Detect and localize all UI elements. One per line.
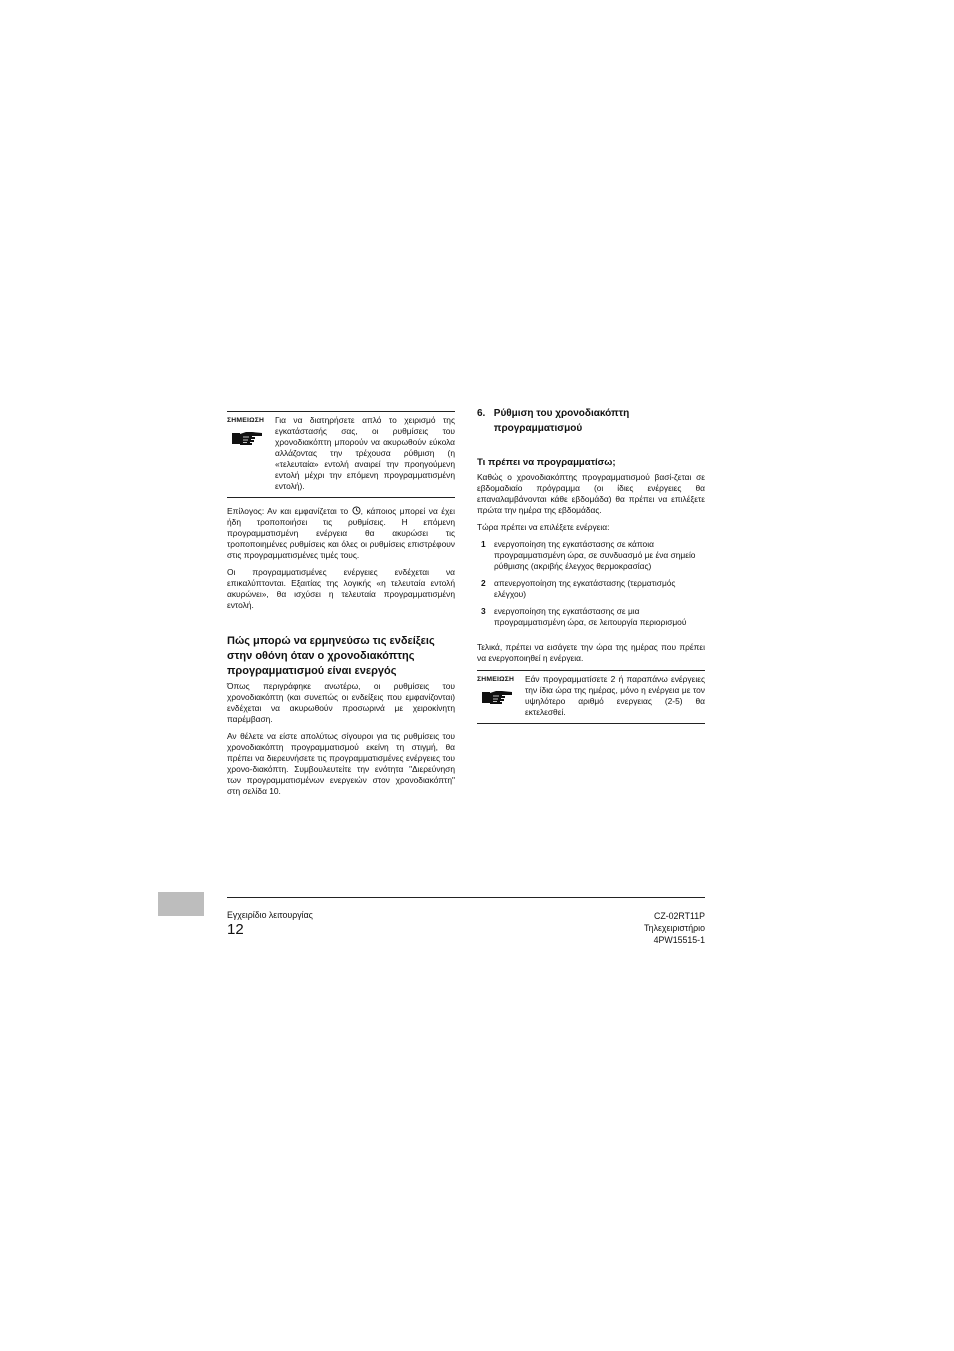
section-heading-interpret: Πώς μπορώ να ερμηνεύσω τις ενδείξεις στην οθόνη όταν ο χρονοδιακόπτης προγραμματισμού είναι ενεργός [227,635,435,677]
footer-device: Τηλεχειριστήριο [643,923,705,933]
list-text: απενεργοποίηση της εγκατάστασης (τερματισμός ελέγχου) [494,578,676,599]
subsection-heading: Τι πρέπει να προγραμματίσω; [477,457,616,468]
epilogue-text-before: Επίλογος: Αν και εμφανίζεται το [227,506,349,516]
epilogue-paragraph [227,506,455,561]
list-text: ενεργοποίηση της εγκατάστασης σε μια προγραμματισμένη ώρα, σε λειτουργία περιορισμού [494,606,687,627]
interpret-paragraph-2: Αν θέλετε να είστε απολύτως σίγουροι για τις ρυθμίσεις του χρονοδιακόπτη προγραμματισμού εκείνη τη στιγμή, θα πρέπει να διερευνήσετε τις προγραμματισμένες ενέργειες του χρονο-διακόπτη. Συμβουλευτείτε την ενότητα "Διερεύνηση των προγραμματισμένων ενεργειών στον χρονοδιακόπτη" στη σελίδα 10. [227,731,455,796]
page-tab-marker [158,892,204,916]
right-column [477,406,705,724]
note-text: Για να διατηρήσετε απλό το χειρισμό της εγκατάστασής σας, οι ρυθμίσεις του χρονοδιακόπτη μπορούν να ακυρωθούν εύκολα αλλάζοντας την τρέχουσα ρύθμιση (η «τελευταία» εντολή αναιρεί την προηγούμενη εντολή μέχρι την επόμενη προγραμματισμένη εντολή). [275,415,455,491]
list-item [477,539,705,572]
choose-action-paragraph: Τώρα πρέπει να επιλέξετε ενέργεια: [477,522,610,532]
footer-manual-title: Εγχειρίδιο λειτουργίας [227,910,313,920]
page-number: 12 [227,921,244,938]
note-text: Εάν προγραμματίσετε 2 ή παραπάνω ενέργειες την ίδια ώρα της ημέρας, μόνο η ενέργεια με τον υψηλότερο αριθμό ενεργειας (2-5) θα εκτελεσθεί. [525,674,705,717]
time-paragraph: Τελικά, πρέπει να εισάγετε την ώρα της ημέρας που πρέπει να ενεργοποιηθεί η ενέργεια. [477,642,705,663]
list-item [477,578,705,600]
note-label: ΣΗΜΕΙΩΣΗ [227,417,265,424]
overlap-paragraph: Οι προγραμματισμένες ενέργειες ενδέχεται να επικαλύπτονται. Εξαιτίας της λογικής «η τελευταία εντολή ακυρώνει», θα ισχύσει η τελευταία προγραμματισμένη εντολή. [227,567,455,610]
list-number: 3 [481,606,486,616]
note-box [477,670,705,724]
footer-divider [227,897,705,898]
left-column [227,411,455,803]
pointing-hand-icon [480,686,514,706]
pointing-hand-icon [230,427,264,447]
note-label: ΣΗΜΕΙΩΣΗ [477,676,515,683]
list-number: 1 [481,539,486,549]
list-item [477,606,705,628]
note-box [227,411,455,498]
interpret-paragraph-1: Όπως περιγράφηκε ανωτέρω, οι ρυθμίσεις του χρονοδιακόπτη (και συνεπώς οι ενδείξεις που εμφανίζονται) ενδέχεται να ακυρωθούν προσωρινά με χειροκίνητη παρέμβαση. [227,681,455,724]
section-title: Ρύθμιση του χρονοδιακόπτη προγραμματισμού [493,408,630,434]
footer-doc-code: 4PW15515-1 [653,935,705,945]
section-heading-6 [477,406,705,436]
section-number: 6. [477,408,486,419]
weekly-paragraph: Καθώς ο χρονοδιακόπτης προγραμματισμού βασί-ζεται σε εβδομαδιαίο πρόγραμμα (οι ίδιες ενέργειες θα επαναλαμβάνονται κάθε εβδομάδα) θα πρέπει να επιλέξετε πρώτα την ημέρα της εβδομάδας. [477,472,705,515]
list-text: ενεργοποίηση της εγκατάστασης σε κάποια προγραμματισμένη ώρα, σε συνδυασμό με ένα σημείο ρύθμισης (ακριβής έλεγχος θερμοκρασίας) [494,539,696,571]
list-number: 2 [481,578,486,588]
footer-model: CZ-02RT11P [653,911,705,921]
epilogue-text-after: , κάποιος μπορεί να έχει ήδη τροποποιήσει τις ρυθμίσεις. Η επόμενη προγραμματισμένη ενέργεια θα ακυρώσει τις τροποποιημένες ρυθμίσεις και όλες οι ρυθμίσεις επιστρέφουν στις προγραμματισμένες τιμές τους. [227,506,456,560]
footer-doc-info [560,910,705,946]
timer-clock-icon [352,506,361,515]
